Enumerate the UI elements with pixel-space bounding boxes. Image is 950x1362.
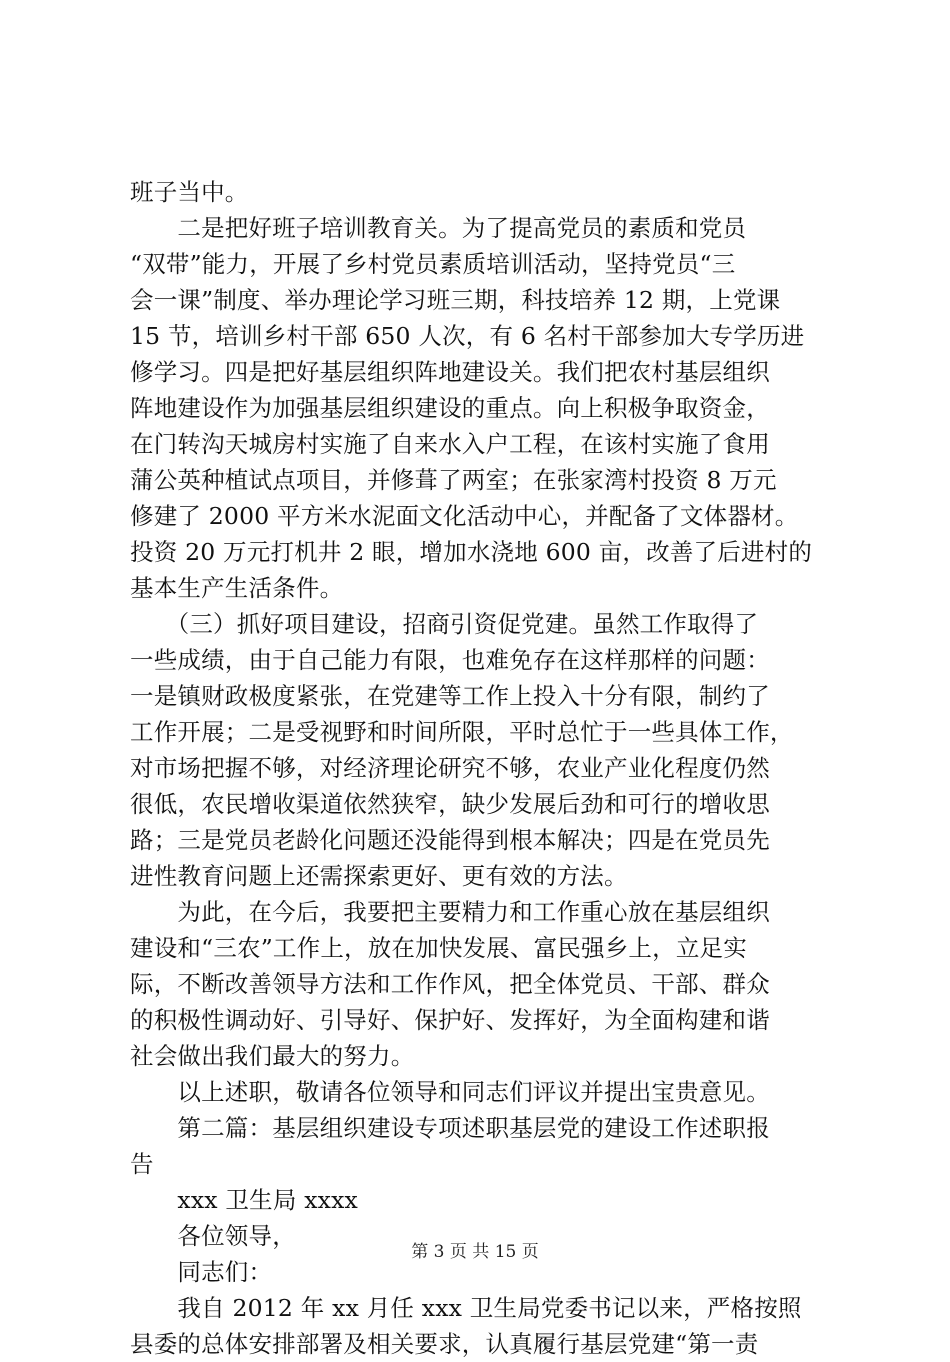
text-line: 各位领导， <box>130 1222 296 1250</box>
text-line: 工作开展；二是受视野和时间所限，平时总忙于一些具体工作， <box>130 718 794 746</box>
text-line: 在门转沟天城房村实施了自来水入户工程，在该村实施了食用 <box>130 430 770 458</box>
text-line: 15 节，培训乡村干部 650 人次，有 6 名村干部参加大专学历进 <box>130 322 805 350</box>
text-line: 我自 2012 年 xx 月任 xxx 卫生局党委书记以来，严格按照 <box>130 1294 802 1322</box>
text-line: “双带”能力，开展了乡村党员素质培训活动，坚持党员“三 <box>130 250 736 278</box>
text-line: 的积极性调动好、引导好、保护好、发挥好，为全面构建和谐 <box>130 1006 770 1034</box>
text-line: 告 <box>130 1150 154 1178</box>
text-line: 社会做出我们最大的努力。 <box>130 1042 415 1070</box>
text-line: 蒲公英种植试点项目，并修葺了两室；在张家湾村投资 8 万元 <box>130 466 777 494</box>
text-line: 以上述职，敬请各位领导和同志们评议并提出宝贵意见。 <box>130 1078 770 1106</box>
text-line: 二是把好班子培训教育关。为了提高党员的素质和党员 <box>130 214 747 242</box>
text-line: 会一课”制度、举办理论学习班三期，科技培养 12 期，上党课 <box>130 286 781 314</box>
text-line: 路；三是党员老龄化问题还没能得到根本解决；四是在党员先 <box>130 826 770 854</box>
text-line: 很低，农民增收渠道依然狭窄，缺少发展后劲和可行的增收思 <box>130 790 770 818</box>
text-line: 班子当中。 <box>130 178 249 206</box>
text-line: xxx 卫生局 xxxx <box>130 1186 359 1214</box>
text-line: （三）抓好项目建设，招商引资促党建。虽然工作取得了 <box>130 610 759 638</box>
text-line: 一是镇财政极度紧张，在党建等工作上投入十分有限，制约了 <box>130 682 770 710</box>
text-line: 修建了 2000 平方米水泥面文化活动中心，并配备了文体器材。 <box>130 502 799 530</box>
text-line: 为此，在今后，我要把主要精力和工作重心放在基层组织 <box>130 898 770 926</box>
text-line: 对市场把握不够，对经济理论研究不够，农业产业化程度仍然 <box>130 754 770 782</box>
text-line: 阵地建设作为加强基层组织建设的重点。向上积极争取资金， <box>130 394 770 422</box>
page-number-footer: 第 3 页 共 15 页 <box>411 1242 539 1262</box>
text-line: 修学习。四是把好基层组织阵地建设关。我们把农村基层组织 <box>130 358 770 386</box>
text-line: 第二篇：基层组织建设专项述职基层党的建设工作述职报 <box>130 1114 770 1142</box>
text-line: 县委的总体安排部署及相关要求，认真履行基层党建“第一责 <box>130 1330 759 1358</box>
text-line: 同志们： <box>130 1258 273 1286</box>
text-line: 建设和“三农”工作上，放在加快发展、富民强乡上，立足实 <box>130 934 747 962</box>
text-line: 进性教育问题上还需探索更好、更有效的方法。 <box>130 862 628 890</box>
text-line: 一些成绩，由于自己能力有限，也难免存在这样那样的问题： <box>130 646 770 674</box>
text-line: 际，不断改善领导方法和工作作风，把全体党员、干部、群众 <box>130 970 770 998</box>
text-line: 基本生产生活条件。 <box>130 574 344 602</box>
text-line: 投资 20 万元打机井 2 眼，增加水浇地 600 亩，改善了后进村的 <box>130 538 813 566</box>
